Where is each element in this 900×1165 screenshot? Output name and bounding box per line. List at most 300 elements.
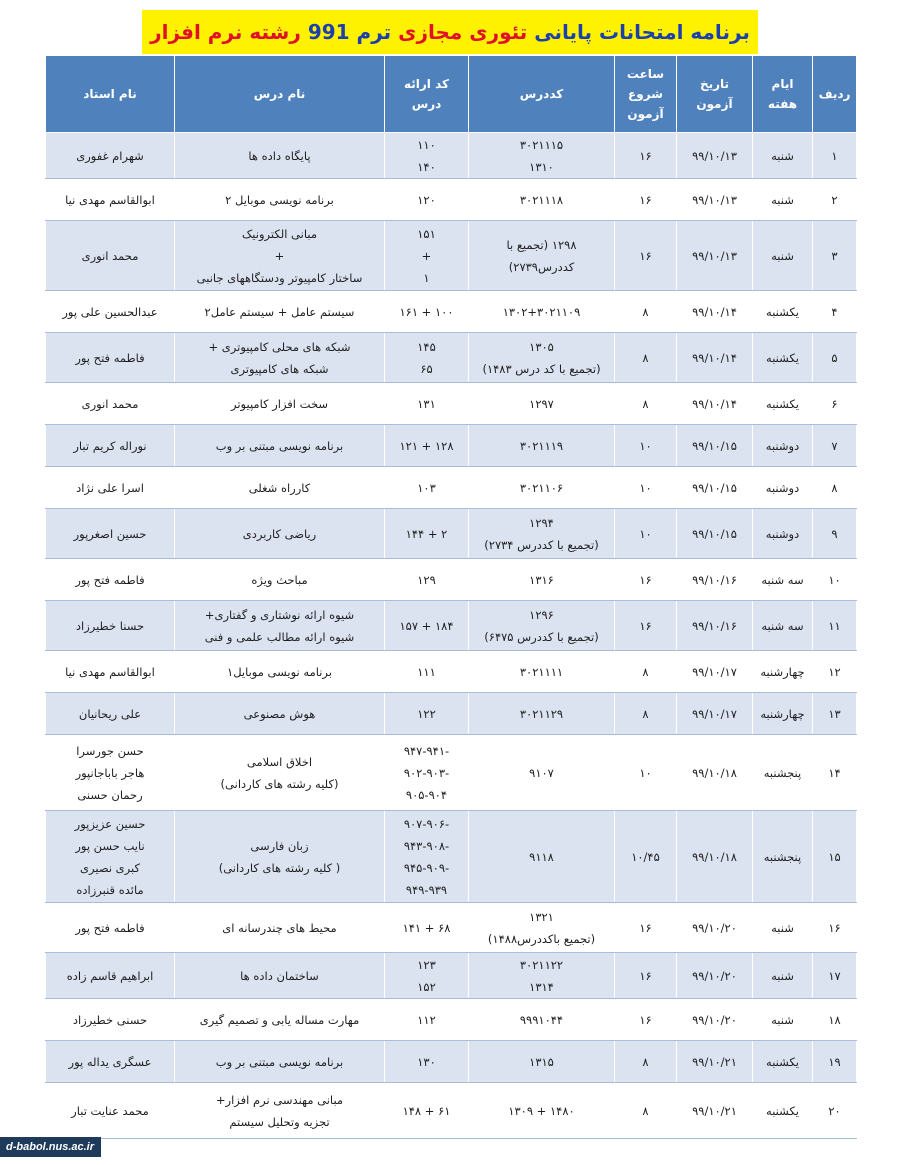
cell-row-number: ۱۰ <box>813 559 857 601</box>
cell-offer-code-line: ۱۲۸ + ۱۲۱ <box>399 438 454 453</box>
cell-row-number: ۱۷ <box>813 953 857 999</box>
cell-offer-code <box>385 1041 469 1083</box>
cell-row-number: ۲۰ <box>813 1083 857 1139</box>
cell-row-number: ۵ <box>813 333 857 383</box>
cell-teacher <box>46 333 175 383</box>
cell-course-code <box>469 467 615 509</box>
cell-teacher <box>46 383 175 425</box>
cell-date: ۹۹/۱۰/۲۰ <box>677 903 753 953</box>
cell-date: ۹۹/۱۰/۱۴ <box>677 383 753 425</box>
cell-course-code-line: (تجمیع با کددرس ۲۷۳۴) <box>484 537 599 552</box>
cell-teacher <box>46 179 175 221</box>
cell-course-code-line: ۳۰۲۱۱۱۵ <box>519 137 564 152</box>
cell-row-number: ۶ <box>813 383 857 425</box>
cell-offer-code-line: ۱۲۹ <box>417 572 436 587</box>
table-row <box>46 651 857 693</box>
cell-course-code-line: ۱۳۱۰ <box>529 159 554 174</box>
cell-course-name-line: برنامه نویسی موبایل ۲ <box>225 192 334 207</box>
table-row <box>46 221 857 291</box>
cell-course-name-line: شبکه های کامپیوتری <box>230 361 329 376</box>
cell-start-time: ۱۶ <box>615 179 677 221</box>
cell-course-name <box>175 467 385 509</box>
cell-teacher <box>46 693 175 735</box>
cell-course-code-line: ۱۳۱۵ <box>529 1054 554 1069</box>
cell-start-time: ۸ <box>615 383 677 425</box>
header-course-name: نام درس <box>175 56 385 133</box>
cell-course-name-line: کارراه شغلی <box>248 480 311 495</box>
cell-date: ۹۹/۱۰/۱۵ <box>677 509 753 559</box>
cell-course-name-line: سیستم عامل + سیستم عامل۲ <box>204 304 355 319</box>
cell-teacher <box>46 425 175 467</box>
cell-course-code <box>469 1083 615 1139</box>
cell-course-name-line: مبانی الکترونیک <box>242 226 317 241</box>
cell-course-code-line: ۳۰۲۱۱۲۹ <box>519 706 564 721</box>
cell-course-name-line: شیوه ارائه نوشتاری و گفتاری+ <box>204 607 355 622</box>
cell-offer-code-line: -۹۴۷-۹۴۱ <box>403 743 450 758</box>
cell-row-number: ۱۳ <box>813 693 857 735</box>
cell-offer-code <box>385 467 469 509</box>
cell-offer-code-line: ۱۱۰ <box>417 137 436 152</box>
cell-offer-code-line: ۱۰۰ + ۱۶۱ <box>399 304 454 319</box>
cell-date: ۹۹/۱۰/۱۷ <box>677 693 753 735</box>
cell-course-name-line: برنامه نویسی مبتنی بر وب <box>215 438 344 453</box>
cell-day: شنبه <box>753 179 813 221</box>
cell-course-code-line: ۳۰۲۱۱۲۲ <box>519 957 564 972</box>
cell-date: ۹۹/۱۰/۱۸ <box>677 811 753 903</box>
cell-teacher <box>46 999 175 1041</box>
cell-course-name-line: مهارت مساله یابی و تصمیم گیری <box>199 1012 360 1027</box>
cell-row-number: ۱۸ <box>813 999 857 1041</box>
cell-offer-code-line: ۱۸۴ + ۱۵۷ <box>399 618 454 633</box>
cell-course-code-line: ۱۳۲۱ <box>529 909 554 924</box>
cell-course-name <box>175 1083 385 1139</box>
table-row <box>46 1083 857 1139</box>
cell-row-number: ۴ <box>813 291 857 333</box>
cell-course-name-line: ( کلیه رشته های کاردانی) <box>218 860 341 875</box>
cell-teacher <box>46 509 175 559</box>
cell-day: یکشنبه <box>753 1083 813 1139</box>
cell-day: پنجشنبه <box>753 811 813 903</box>
cell-teacher-line: ابوالقاسم مهدی نیا <box>65 192 155 207</box>
cell-course-name <box>175 559 385 601</box>
cell-start-time: ۱۶ <box>615 999 677 1041</box>
table-header-row <box>46 56 857 133</box>
cell-offer-code <box>385 735 469 811</box>
cell-teacher-line: نوراله کریم تبار <box>73 438 147 453</box>
cell-offer-code-line: -۹۰۷-۹۰۶ <box>403 816 450 831</box>
cell-offer-code <box>385 1083 469 1139</box>
cell-offer-code <box>385 425 469 467</box>
cell-course-code-line: (تجمیع با کد درس ۱۴۸۳) <box>482 361 601 376</box>
table-row <box>46 693 857 735</box>
cell-course-name-line: پایگاه داده ها <box>248 148 311 163</box>
table-row <box>46 811 857 903</box>
cell-offer-code <box>385 291 469 333</box>
cell-row-number: ۱۹ <box>813 1041 857 1083</box>
cell-offer-code-line: ۱۴۰ <box>417 159 436 174</box>
cell-start-time: ۱۶ <box>615 133 677 179</box>
cell-teacher <box>46 133 175 179</box>
cell-offer-code-line: ۱ <box>423 270 430 285</box>
cell-course-code-line: (تجمیع باکددرس۱۴۸۸) <box>487 931 596 946</box>
cell-date: ۹۹/۱۰/۲۱ <box>677 1041 753 1083</box>
cell-course-code <box>469 999 615 1041</box>
cell-teacher-line: فاطمه فتح پور <box>75 920 145 935</box>
cell-course-code-line: ۳۰۲۱۱۱۹ <box>519 438 564 453</box>
cell-offer-code <box>385 811 469 903</box>
cell-start-time: ۱۰/۴۵ <box>615 811 677 903</box>
table-row <box>46 333 857 383</box>
cell-course-name <box>175 509 385 559</box>
table-row <box>46 383 857 425</box>
table-row <box>46 601 857 651</box>
title-part-1: برنامه امتحانات پایانی <box>534 20 750 44</box>
cell-teacher <box>46 1083 175 1139</box>
cell-course-name-line: سخت افزار کامپیوتر <box>230 396 328 411</box>
cell-day: دوشنبه <box>753 467 813 509</box>
table-row <box>46 179 857 221</box>
cell-teacher-line: مائده قنبرزاده <box>76 882 144 897</box>
cell-date: ۹۹/۱۰/۱۳ <box>677 133 753 179</box>
cell-course-name <box>175 735 385 811</box>
cell-start-time: ۱۰ <box>615 467 677 509</box>
cell-offer-code <box>385 221 469 291</box>
title-part-3: ترم 991 <box>307 20 392 44</box>
cell-course-code <box>469 221 615 291</box>
cell-teacher-line: فاطمه فتح پور <box>75 350 145 365</box>
cell-date: ۹۹/۱۰/۱۸ <box>677 735 753 811</box>
cell-row-number: ۸ <box>813 467 857 509</box>
cell-row-number: ۱۱ <box>813 601 857 651</box>
cell-teacher-line: حسنی خطیرزاد <box>72 1012 148 1027</box>
cell-date: ۹۹/۱۰/۱۶ <box>677 601 753 651</box>
table-row <box>46 1041 857 1083</box>
cell-offer-code-line: -۹۴۳-۹۰۸ <box>403 838 450 853</box>
cell-offer-code <box>385 133 469 179</box>
cell-course-code-line: ۹۱۰۷ <box>529 765 554 780</box>
cell-date: ۹۹/۱۰/۱۵ <box>677 467 753 509</box>
cell-teacher <box>46 559 175 601</box>
title-wrap <box>0 10 900 54</box>
cell-teacher-line: حسین عزیزپور <box>74 816 146 831</box>
cell-row-number: ۱ <box>813 133 857 179</box>
cell-offer-code <box>385 601 469 651</box>
cell-offer-code-line: ۱۰۳ <box>417 480 436 495</box>
cell-offer-code <box>385 179 469 221</box>
cell-course-name-line: محیط های چندرسانه ای <box>222 920 337 935</box>
cell-date: ۹۹/۱۰/۱۳ <box>677 179 753 221</box>
cell-course-code-line: ۱۳۱۶ <box>529 572 554 587</box>
cell-course-name <box>175 999 385 1041</box>
cell-course-code <box>469 383 615 425</box>
cell-start-time: ۱۰ <box>615 735 677 811</box>
cell-course-name-line: برنامه نویسی مبتنی بر وب <box>215 1054 344 1069</box>
cell-course-code-line: (تجمیع با کددرس ۶۴۷۵) <box>484 629 599 644</box>
table-row <box>46 559 857 601</box>
cell-date: ۹۹/۱۰/۱۶ <box>677 559 753 601</box>
cell-course-name <box>175 953 385 999</box>
cell-course-name <box>175 291 385 333</box>
header-date: تاریخ آزمون <box>677 56 753 133</box>
cell-teacher <box>46 651 175 693</box>
cell-start-time: ۱۶ <box>615 953 677 999</box>
cell-start-time: ۱۶ <box>615 601 677 651</box>
cell-date: ۹۹/۱۰/۱۵ <box>677 425 753 467</box>
cell-course-code-line: ۱۳۱۴ <box>529 979 554 994</box>
cell-offer-code-line: ۱۵۱ <box>417 226 436 241</box>
cell-offer-code-line: ۲ + ۱۴۴ <box>405 526 448 541</box>
header-day: ایام هفته <box>753 56 813 133</box>
table-row <box>46 999 857 1041</box>
cell-offer-code-line: ۱۲۰ <box>417 192 436 207</box>
cell-date: ۹۹/۱۰/۲۱ <box>677 1083 753 1139</box>
cell-teacher-line: حسن جورسرا <box>76 743 144 758</box>
cell-day: شنبه <box>753 953 813 999</box>
cell-course-name <box>175 601 385 651</box>
cell-day: یکشنبه <box>753 291 813 333</box>
cell-teacher-line: محمد انوری <box>81 396 139 411</box>
cell-course-name <box>175 383 385 425</box>
cell-offer-code <box>385 953 469 999</box>
cell-teacher <box>46 291 175 333</box>
cell-course-code-line: ۳۰۲۱۱۱۱ <box>519 664 564 679</box>
table-row <box>46 133 857 179</box>
exam-schedule-table <box>45 55 857 1139</box>
cell-offer-code <box>385 333 469 383</box>
cell-teacher-line: ابوالقاسم مهدی نیا <box>65 664 155 679</box>
cell-offer-code-line: ۱۲۳ <box>417 957 436 972</box>
cell-course-code <box>469 425 615 467</box>
page-title <box>142 10 758 54</box>
cell-day: یکشنبه <box>753 1041 813 1083</box>
cell-row-number: ۱۵ <box>813 811 857 903</box>
cell-course-name <box>175 693 385 735</box>
table-row <box>46 425 857 467</box>
cell-course-code-line: ۳۰۲۱۱۰۶ <box>519 480 564 495</box>
cell-course-name-line: مباحث ویژه <box>251 572 308 587</box>
cell-teacher-line: عبدالحسین علی پور <box>62 304 158 319</box>
cell-course-code-line: ۱۴۸۰ + ۱۳۰۹ <box>508 1103 575 1118</box>
cell-date: ۹۹/۱۰/۲۰ <box>677 999 753 1041</box>
cell-teacher-line: حسنا خطیرزاد <box>75 618 145 633</box>
cell-course-code <box>469 559 615 601</box>
table-row <box>46 467 857 509</box>
cell-day: دوشنبه <box>753 509 813 559</box>
cell-offer-code-line: -۹۴۵-۹۰۹ <box>403 860 450 875</box>
table-row <box>46 903 857 953</box>
cell-teacher-line: کبری نصیری <box>80 860 140 875</box>
cell-row-number: ۱۴ <box>813 735 857 811</box>
cell-offer-code <box>385 651 469 693</box>
cell-course-code <box>469 811 615 903</box>
cell-teacher-line: فاطمه فتح پور <box>75 572 145 587</box>
cell-start-time: ۱۰ <box>615 509 677 559</box>
cell-course-name-line: شبکه های محلی کامپیوتری + <box>208 339 351 354</box>
cell-course-name <box>175 221 385 291</box>
header-course-code: کددرس <box>469 56 615 133</box>
cell-course-name <box>175 903 385 953</box>
cell-course-name-line: (کلیه رشته های کاردانی) <box>220 776 339 791</box>
cell-course-code-line: ۹۹۹۱۰۴۴ <box>519 1012 564 1027</box>
cell-offer-code <box>385 999 469 1041</box>
header-row-number: ردیف <box>813 56 857 133</box>
cell-offer-code-line: ۱۱۱ <box>417 664 436 679</box>
cell-start-time: ۱۰ <box>615 425 677 467</box>
cell-day: چهارشنبه <box>753 693 813 735</box>
cell-course-name-line: تجزیه وتحلیل سیستم <box>229 1114 330 1129</box>
table-body <box>46 133 857 1139</box>
cell-row-number: ۱۲ <box>813 651 857 693</box>
cell-offer-code-line: ۱۳۱ <box>417 396 436 411</box>
cell-course-code <box>469 291 615 333</box>
cell-day: یکشنبه <box>753 333 813 383</box>
cell-start-time: ۸ <box>615 693 677 735</box>
cell-offer-code-line: + <box>421 248 432 263</box>
cell-offer-code-line: ۱۴۵ <box>417 339 436 354</box>
cell-teacher <box>46 221 175 291</box>
cell-offer-code <box>385 559 469 601</box>
cell-row-number: ۲ <box>813 179 857 221</box>
cell-course-name-line: مبانی مهندسی نرم افزار+ <box>215 1092 344 1107</box>
cell-teacher <box>46 1041 175 1083</box>
cell-teacher-line: نایب حسن پور <box>75 838 145 853</box>
cell-teacher-line: ابراهیم قاسم زاده <box>66 968 154 983</box>
cell-course-name-line: + <box>274 248 285 263</box>
cell-course-name <box>175 1041 385 1083</box>
header-start-time: ساعت شروع آزمون <box>615 56 677 133</box>
cell-start-time: ۱۶ <box>615 903 677 953</box>
cell-teacher-line: محمد عنایت تبار <box>71 1103 149 1118</box>
header-teacher: نام استاد <box>46 56 175 133</box>
cell-course-code <box>469 651 615 693</box>
cell-course-code-line: ۹۱۱۸ <box>529 849 554 864</box>
cell-offer-code <box>385 693 469 735</box>
cell-course-name-line: ریاضی کاربردی <box>242 526 317 541</box>
cell-row-number: ۳ <box>813 221 857 291</box>
table-row <box>46 953 857 999</box>
cell-date: ۹۹/۱۰/۱۳ <box>677 221 753 291</box>
cell-course-code <box>469 509 615 559</box>
cell-date: ۹۹/۱۰/۲۰ <box>677 953 753 999</box>
cell-teacher <box>46 467 175 509</box>
cell-date: ۹۹/۱۰/۱۴ <box>677 333 753 383</box>
cell-course-name-line: ساختار کامپیوتر ودستگاههای جانبی <box>196 270 363 285</box>
cell-course-code <box>469 133 615 179</box>
cell-course-code-line: ۱۲۹۸ (تجمیع با <box>506 237 577 252</box>
cell-day: سه شنبه <box>753 601 813 651</box>
cell-course-code-line: ۱۲۹۷ <box>529 396 554 411</box>
cell-offer-code-line: ۹۴۹-۹۳۹ <box>405 882 448 897</box>
cell-teacher-line: محمد انوری <box>81 248 139 263</box>
cell-course-code-line: کددرس۲۷۳۹) <box>508 259 575 274</box>
cell-date: ۹۹/۱۰/۱۴ <box>677 291 753 333</box>
cell-offer-code-line: ۱۱۲ <box>417 1012 436 1027</box>
cell-day: سه شنبه <box>753 559 813 601</box>
cell-course-name <box>175 333 385 383</box>
site-url-badge: d-babol.nus.ac.ir <box>0 1137 101 1157</box>
cell-course-code <box>469 693 615 735</box>
cell-teacher-line: رحمان حسنی <box>77 787 143 802</box>
table-row <box>46 735 857 811</box>
cell-teacher-line: شهرام غفوری <box>76 148 144 163</box>
cell-start-time: ۸ <box>615 1041 677 1083</box>
cell-offer-code <box>385 383 469 425</box>
cell-offer-code-line: ۶۸ + ۱۴۱ <box>402 920 451 935</box>
cell-offer-code-line: -۹۰۲-۹۰۳ <box>403 765 450 780</box>
cell-course-name <box>175 811 385 903</box>
cell-offer-code-line: ۱۵۲ <box>417 979 436 994</box>
cell-teacher-line: هاجر باباجانپور <box>75 765 145 780</box>
cell-offer-code <box>385 509 469 559</box>
title-part-4: رشته نرم افزار <box>150 20 301 44</box>
cell-course-code-line: ۱۳۰۵ <box>529 339 554 354</box>
cell-offer-code-line: ۱۳۰ <box>417 1054 436 1069</box>
cell-offer-code <box>385 903 469 953</box>
cell-course-name-line: اخلاق اسلامی <box>246 754 313 769</box>
table-row <box>46 291 857 333</box>
cell-teacher-line: علی ریحانیان <box>78 706 142 721</box>
cell-day: شنبه <box>753 999 813 1041</box>
cell-teacher <box>46 903 175 953</box>
cell-teacher-line: اسرا علی نژاد <box>76 480 144 495</box>
cell-start-time: ۱۶ <box>615 221 677 291</box>
cell-start-time: ۸ <box>615 291 677 333</box>
cell-teacher-line: عسگری یداله پور <box>68 1054 152 1069</box>
cell-course-name-line: برنامه نویسی موبایل۱ <box>227 664 332 679</box>
header-offer-code: کد ارائه درس <box>385 56 469 133</box>
cell-course-code-line: ۱۲۹۴ <box>529 515 554 530</box>
cell-course-name-line: ساختمان داده ها <box>240 968 319 983</box>
cell-day: دوشنبه <box>753 425 813 467</box>
cell-row-number: ۷ <box>813 425 857 467</box>
cell-course-name-line: شیوه ارائه مطالب علمی و فنی <box>204 629 355 644</box>
cell-teacher <box>46 811 175 903</box>
cell-course-name <box>175 179 385 221</box>
cell-course-name <box>175 133 385 179</box>
cell-row-number: ۹ <box>813 509 857 559</box>
cell-offer-code-line: ۶۱ + ۱۴۸ <box>402 1103 451 1118</box>
cell-course-code <box>469 601 615 651</box>
cell-start-time: ۸ <box>615 1083 677 1139</box>
cell-course-name-line: زبان فارسی <box>250 838 309 853</box>
cell-course-name-line: هوش مصنوعی <box>243 706 316 721</box>
cell-teacher <box>46 735 175 811</box>
cell-course-code <box>469 953 615 999</box>
cell-teacher-line: حسین اصغرپور <box>73 526 147 541</box>
cell-course-code-line: ۱۳۰۲+۳۰۲۱۱۰۹ <box>502 304 581 319</box>
cell-day: شنبه <box>753 903 813 953</box>
cell-course-code <box>469 735 615 811</box>
cell-start-time: ۸ <box>615 651 677 693</box>
cell-course-code-line: ۳۰۲۱۱۱۸ <box>519 192 564 207</box>
cell-day: پنجشنبه <box>753 735 813 811</box>
cell-course-code <box>469 1041 615 1083</box>
cell-day: شنبه <box>753 221 813 291</box>
title-part-2: تئوری مجازی <box>398 20 528 44</box>
cell-date: ۹۹/۱۰/۱۷ <box>677 651 753 693</box>
cell-row-number: ۱۶ <box>813 903 857 953</box>
cell-teacher <box>46 953 175 999</box>
cell-day: چهارشنبه <box>753 651 813 693</box>
cell-offer-code-line: ۶۵ <box>420 361 433 376</box>
cell-day: شنبه <box>753 133 813 179</box>
cell-offer-code-line: ۱۲۲ <box>417 706 436 721</box>
cell-offer-code-line: ۹۰۵-۹۰۴ <box>405 787 448 802</box>
cell-start-time: ۱۶ <box>615 559 677 601</box>
cell-start-time: ۸ <box>615 333 677 383</box>
table-row <box>46 509 857 559</box>
cell-course-code <box>469 903 615 953</box>
